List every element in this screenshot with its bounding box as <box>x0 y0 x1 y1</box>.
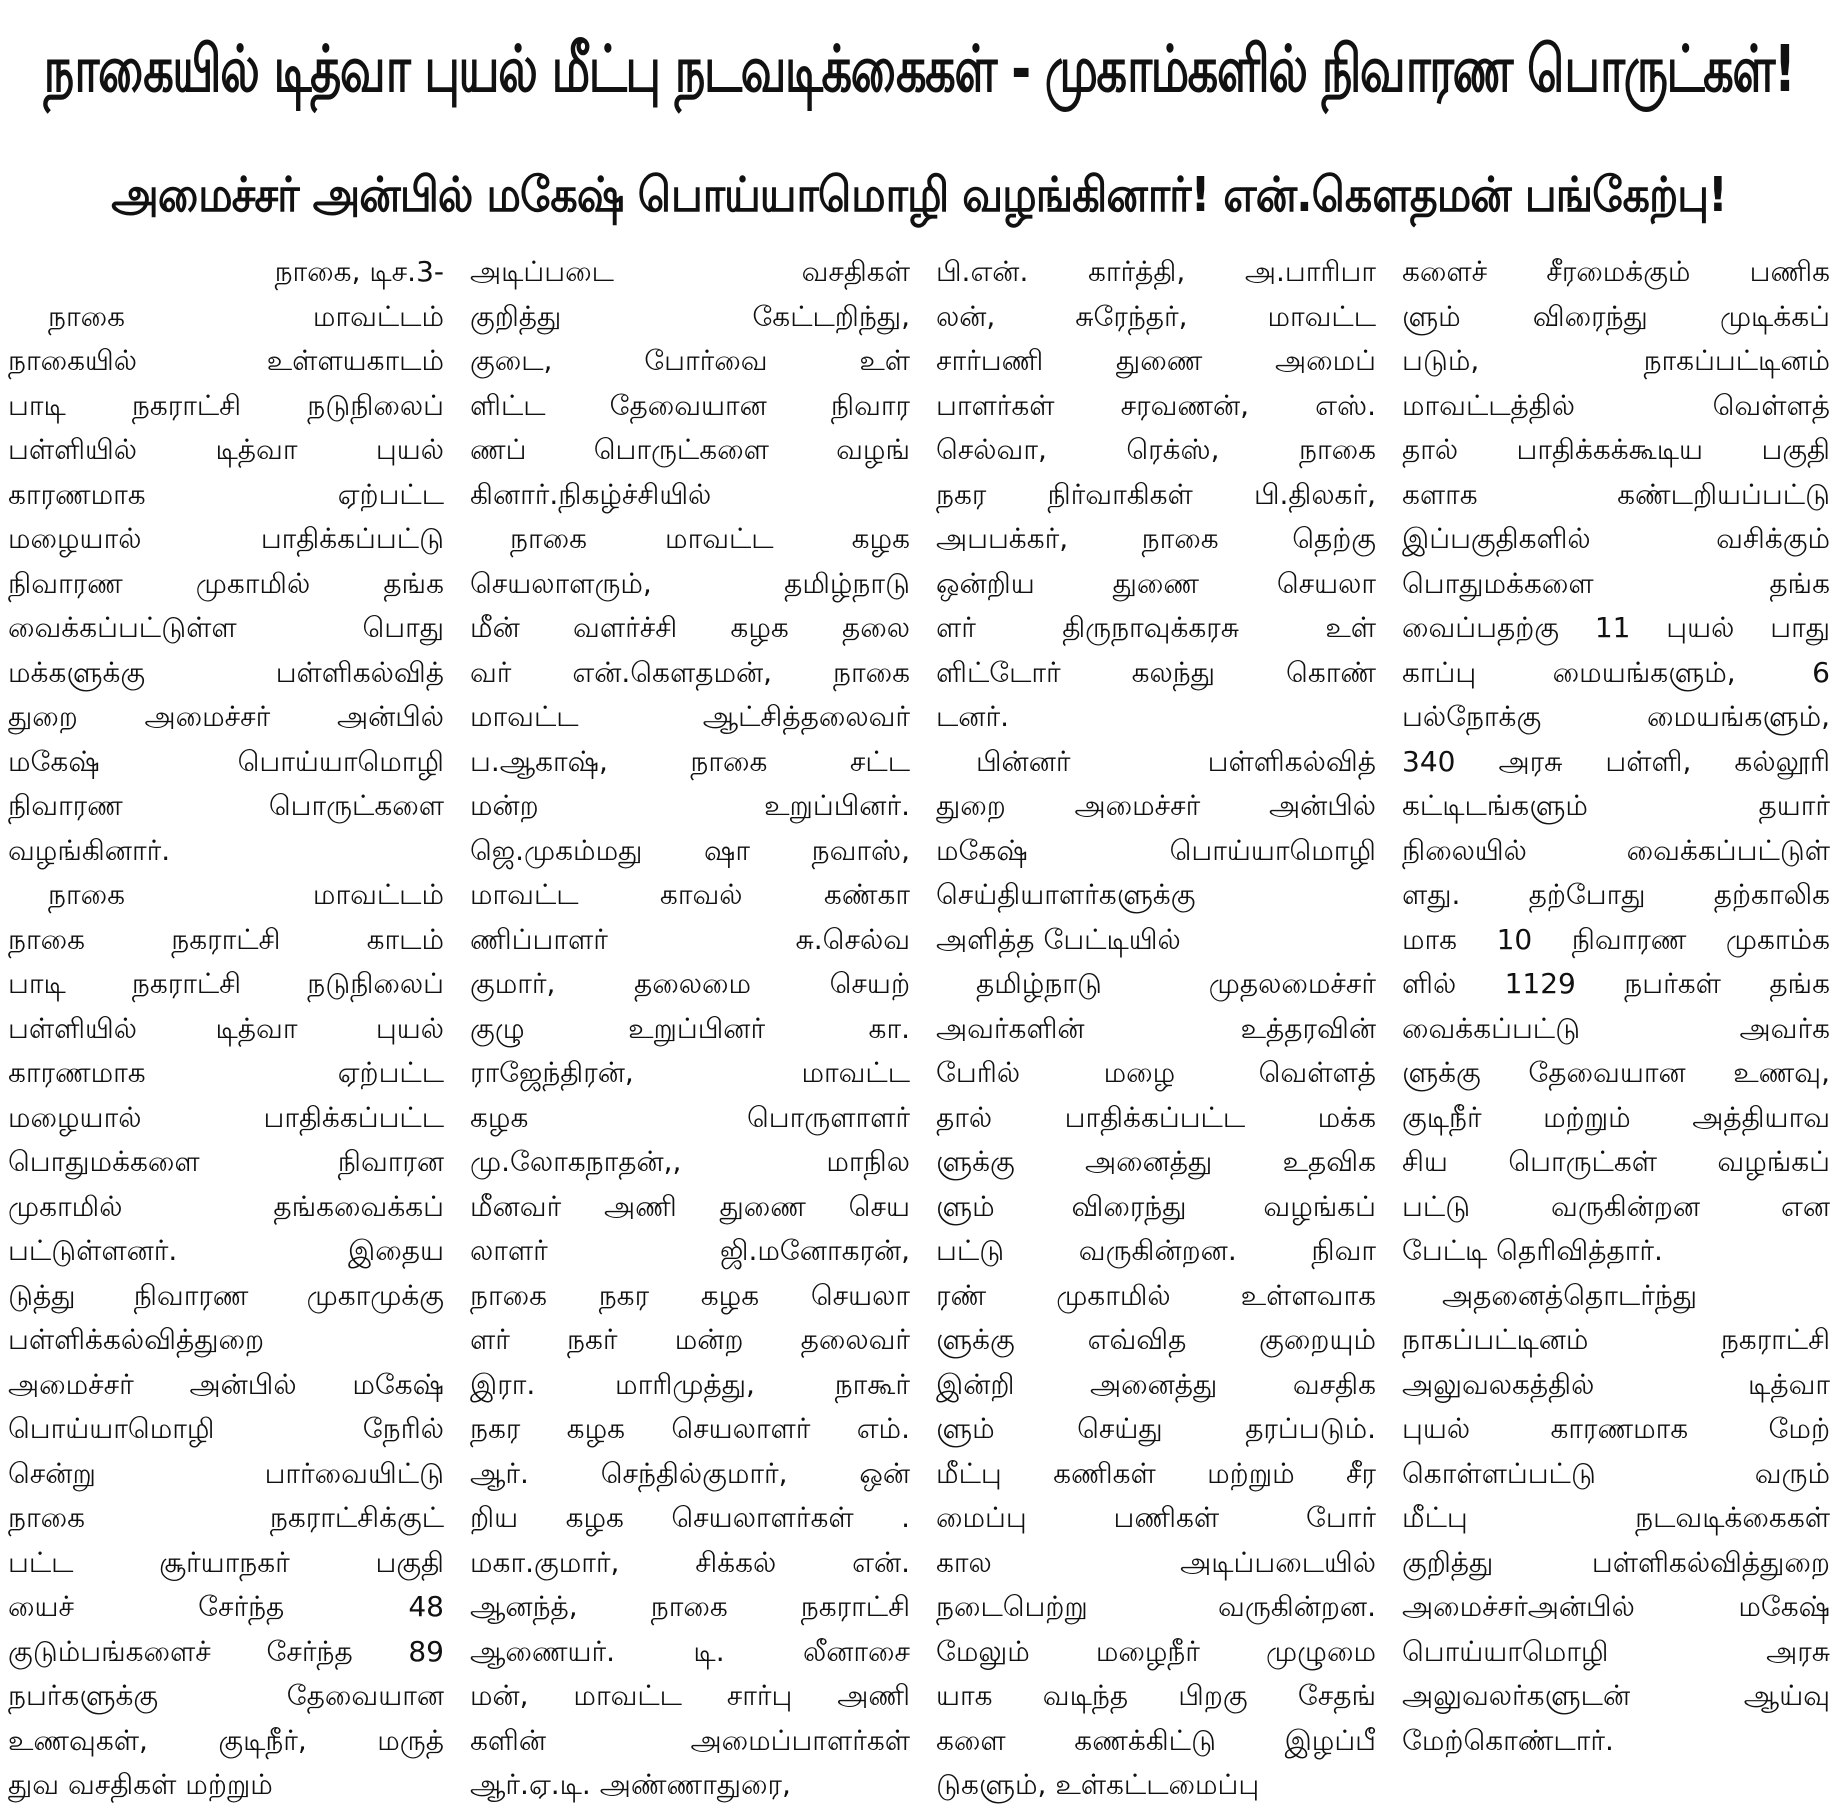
article-line: குழு உறுப்பினர் கா. <box>470 1011 910 1045</box>
article-line: ஒன்றிய துணை செயலா <box>936 566 1376 600</box>
article-line: பல்நோக்கு மையங்களும், <box>1402 700 1830 733</box>
headline: நாகையில் டித்வா புயல் மீட்பு நடவடிக்கைகள் - முகாம்களில் நிவாரண பொருட்கள்! <box>43 33 1795 107</box>
article-line: காப்பு மையங்களும், 6 <box>1402 655 1830 689</box>
article-line: டனர். <box>936 700 1009 733</box>
article-line: பாடி நகராட்சி நடுநிலைப் <box>8 967 444 1000</box>
article-line: இப்பகுதிகளில் வசிக்கும் <box>1402 522 1830 555</box>
article-line: நாகப்பட்டினம் நகராட்சி <box>1402 1323 1830 1356</box>
article-line: பொய்யாமொழி அரசு <box>1402 1634 1830 1668</box>
article-line: நிலையில் வைக்கப்பட்டுள் <box>1402 833 1830 867</box>
article-line: நகர நிர்வாகிகள் பி.திலகர், <box>936 477 1376 511</box>
article-line: இரா. மாரிமுத்து, நாகூர் <box>470 1367 910 1401</box>
article-line: நகர கழக செயலாளர் எம். <box>470 1412 910 1445</box>
article-line: குறித்து கேட்டறிந்து, <box>470 299 910 333</box>
article-line: 340 அரசு பள்ளி, கல்லூரி <box>1402 744 1830 778</box>
article-line: மழையால் பாதிக்கப்பட்ட <box>8 1100 444 1134</box>
article-line: ளும் விரைந்து முடிக்கப் <box>1402 299 1830 333</box>
article-line: ப.ஆகாஷ், நாகை சட்ட <box>470 744 910 778</box>
article-line: முகாமில் தங்கவைக்கப் <box>8 1189 444 1223</box>
article-line: றிய கழக செயலாளர்கள் . <box>470 1501 910 1534</box>
article-line: ணப் பொருட்களை வழங் <box>470 433 910 466</box>
article-line: ளும் விரைந்து வழங்கப் <box>936 1189 1376 1223</box>
article-line: களை கணக்கிட்டு இழப்பீ <box>936 1723 1376 1757</box>
article-line: நாகை நகராட்சிக்குட் <box>8 1501 444 1534</box>
article-line: வர் என்.கௌதமன், நாகை <box>470 655 910 689</box>
article-line: பட்ட சூர்யாநகர் பகுதி <box>8 1545 444 1579</box>
article-line: ளில் 1129 நபர்கள் தங்க <box>1402 967 1830 1000</box>
article-line: பேட்டி தெரிவித்தார். <box>1402 1234 1663 1267</box>
article-line: நிவாரண முகாமில் தங்க <box>8 566 444 600</box>
article-line: ளர் நகர் மன்ற தலைவர் <box>470 1323 910 1356</box>
article-line: உணவுகள், குடிநீர், மருத் <box>8 1723 444 1757</box>
article-line: கினார்.நிகழ்ச்சியில் <box>470 477 712 511</box>
article-line: பட்டு வருகின்றன என <box>1402 1189 1830 1223</box>
article-line: லாளர் ஜி.மனோகரன், <box>470 1234 910 1267</box>
article-line: பாடி நகராட்சி நடுநிலைப் <box>8 388 444 422</box>
article-line: யாக வடிந்த பிறகு சேதங் <box>936 1679 1376 1712</box>
subheadline: அமைச்சர் அன்பில் மகேஷ் பொய்யாமொழி வழங்கினார்! என்.கௌதமன் பங்கேற்பு! <box>111 167 1727 223</box>
article-line: மன்ற உறுப்பினர். <box>470 789 910 822</box>
article-line: நாகை நகர கழக செயலா <box>470 1278 910 1312</box>
article-line: மீட்பு கணிகள் மற்றும் சீர <box>936 1456 1376 1490</box>
article-column-4 <box>1402 250 1830 1756</box>
article-line: செல்வா, ரெக்ஸ், நாகை <box>936 433 1376 466</box>
article-line: படும், நாகப்பட்டினம் <box>1402 344 1830 377</box>
article-line: ளுக்கு தேவையான உணவு, <box>1402 1056 1830 1089</box>
article-line: மழையால் பாதிக்கப்பட்டு <box>8 522 444 555</box>
article-line: மீனவர் அணி துணை செய <box>470 1189 910 1223</box>
article-line: நபர்களுக்கு தேவையான <box>8 1679 444 1712</box>
article-line: மாவட்டத்தில் வெள்ளத் <box>1402 388 1830 422</box>
article-line: தால் பாதிக்கப்பட்ட மக்க <box>936 1100 1376 1134</box>
article-line: அலுவலகத்தில் டித்வா <box>1402 1367 1830 1401</box>
article-line: மக்களுக்கு பள்ளிகல்வித் <box>8 655 444 689</box>
article-line: டுகளும், உள்கட்டமைப்பு <box>936 1768 1260 1801</box>
article-line: அலுவலர்களுடன் ஆய்வு <box>1402 1679 1830 1712</box>
article-line: சிய பொருட்கள் வழங்கப் <box>1402 1145 1830 1178</box>
article-line: அதனைத்தொடர்ந்து <box>1442 1278 1698 1312</box>
article-line: நாகை, டிச.3- <box>274 255 444 288</box>
article-line: மன், மாவட்ட சார்பு அணி <box>470 1679 910 1712</box>
article-line: ளது. தற்போது தற்காலிக <box>1402 878 1830 911</box>
article-line: வைக்கப்பட்டுள்ள பொது <box>8 611 444 644</box>
article-line: களின் அமைப்பாளர்கள் <box>470 1723 910 1757</box>
article-line: ஆணையர். டி. லீனாசை <box>470 1634 910 1668</box>
article-line: மேலும் மழைநீர் முழுமை <box>936 1634 1376 1668</box>
article-line: ளுக்கு எவ்வித குறையும் <box>936 1323 1376 1356</box>
article-line: குமார், தலைமை செயற் <box>470 967 910 1000</box>
article-line: மகேஷ் பொய்யாமொழி <box>936 833 1376 867</box>
article-line: பி.என். கார்த்தி, அ.பாரிபா <box>936 255 1376 288</box>
article-line: வைக்கப்பட்டு அவர்க <box>1402 1011 1830 1045</box>
article-line: காரணமாக ஏற்பட்ட <box>8 1056 444 1089</box>
article-line: சார்பணி துணை அமைப் <box>936 344 1376 377</box>
article-line: பட்டு வருகின்றன. நிவா <box>936 1234 1376 1267</box>
article-line: வைப்பதற்கு 11 புயல் பாது <box>1402 611 1830 644</box>
article-line: மைப்பு பணிகள் போர் <box>936 1501 1376 1534</box>
article-line: பள்ளியில் டித்வா புயல் <box>8 433 444 466</box>
article-line: களைச் சீரமைக்கும் பணிக <box>1402 255 1830 288</box>
article-line: குடும்பங்களைச் சேர்ந்த 89 <box>8 1634 444 1668</box>
article-line: துறை அமைச்சர் அன்பில் <box>8 700 444 733</box>
article-line: குடை, போர்வை உள் <box>470 344 910 377</box>
article-line: கால அடிப்படையில் <box>936 1545 1376 1579</box>
article-line: ளுக்கு அனைத்து உதவிக <box>936 1145 1376 1178</box>
article-line: செயலாளரும், தமிழ்நாடு <box>470 566 910 600</box>
article-column-1 <box>8 250 444 1801</box>
article-line: இன்றி அனைத்து வசதிக <box>936 1367 1376 1401</box>
article-line: பொதுமக்களை நிவாரன <box>8 1145 444 1178</box>
article-column-3 <box>936 250 1376 1801</box>
article-line: மகேஷ் பொய்யாமொழி <box>8 744 444 778</box>
article-line: நாகை நகராட்சி காடம் <box>8 922 444 956</box>
article-line: டுத்து நிவாரண முகாமுக்கு <box>8 1278 444 1312</box>
article-line: ரண் முகாமில் உள்ளவாக <box>936 1278 1376 1312</box>
article-line: சென்று பார்வையிட்டு <box>8 1456 444 1490</box>
article-line: குடிநீர் மற்றும் அத்தியாவ <box>1402 1100 1830 1134</box>
article-line: ணிப்பாளர் சு.செல்வ <box>470 922 910 956</box>
article-line: மாக 10 நிவாரண முகாம்க <box>1402 922 1830 956</box>
article-line: மு.லோகநாதன்,, மாநில <box>470 1145 910 1178</box>
article-line: ளர் திருநாவுக்கரசு உள் <box>936 611 1376 644</box>
article-line: பள்ளியில் டித்வா புயல் <box>8 1011 444 1045</box>
article-line: அடிப்படை வசதிகள் <box>470 255 910 288</box>
article-line: பட்டுள்ளனர். இதைய <box>8 1234 444 1267</box>
article-column-2 <box>470 250 910 1801</box>
article-line: புயல் காரணமாக மேற் <box>1402 1412 1830 1445</box>
article-line: நாகை மாவட்ட கழக <box>510 522 910 555</box>
article-line: மேற்கொண்டார். <box>1402 1723 1614 1757</box>
article-line: குறித்து பள்ளிகல்வித்துறை <box>1402 1545 1830 1579</box>
article-line: அவர்களின் உத்தரவின் <box>936 1011 1376 1045</box>
article-line: ஆனந்த், நாகை நகராட்சி <box>470 1590 910 1623</box>
article-line: நாகை மாவட்டம் <box>48 299 444 333</box>
article-line: நடைபெற்று வருகின்றன. <box>936 1590 1376 1623</box>
article-line: ஆர். செந்தில்குமார், ஒன் <box>470 1456 910 1490</box>
article-line: பாளர்கள் சரவணன், எஸ். <box>936 388 1376 422</box>
article-line: அமைச்சர் அன்பில் மகேஷ் <box>8 1367 444 1401</box>
article-line: துவ வசதிகள் மற்றும் <box>8 1768 273 1801</box>
article-line: பொதுமக்களை தங்க <box>1402 566 1830 600</box>
article-line: மாவட்ட ஆட்சித்தலைவர் <box>470 700 910 733</box>
article-line: ஆர்.ஏ.டி. அண்ணாதுரை, <box>470 1768 791 1801</box>
article-line: ளிட்ட தேவையான நிவார <box>470 388 910 422</box>
article-body <box>8 250 1830 1801</box>
article-line: கொள்ளப்பட்டு வரும் <box>1402 1456 1830 1490</box>
article-line: நிவாரண பொருட்களை <box>8 789 444 822</box>
article-line: மகா.குமார், சிக்கல் என். <box>470 1545 910 1579</box>
article-line: பேரில் மழை வெள்ளத் <box>936 1056 1376 1089</box>
article-line: களாக கண்டறியப்பட்டு <box>1402 477 1830 511</box>
article-line: அளித்த பேட்டியில் <box>936 922 1181 956</box>
article-line: நாகை மாவட்டம் <box>48 878 444 911</box>
article-line: பின்னர் பள்ளிகல்வித் <box>976 744 1376 778</box>
article-line: தால் பாதிக்கக்கூடிய பகுதி <box>1402 433 1830 466</box>
article-line: மாவட்ட காவல் கண்கா <box>470 878 910 911</box>
article-line: நாகையில் உள்ளயகாடம் <box>8 344 444 377</box>
article-line: பள்ளிக்கல்வித்துறை <box>8 1323 265 1356</box>
article-line: துறை அமைச்சர் அன்பில் <box>936 789 1376 822</box>
article-line: அபபக்கர், நாகை தெற்கு <box>936 522 1376 555</box>
article-line: கழக பொருளாளர் <box>470 1100 910 1134</box>
article-line: ளும் செய்து தரப்படும். <box>936 1412 1376 1445</box>
article-line: மீட்பு நடவடிக்கைகள் <box>1402 1501 1830 1534</box>
article-line: வழங்கினார். <box>8 833 171 867</box>
article-line: லன், சுரேந்தர், மாவட்ட <box>936 299 1376 333</box>
article-line: ஜெ.முகம்மது ஷா நவாஸ், <box>470 833 910 867</box>
article-line: கட்டிடங்களும் தயார் <box>1402 789 1830 822</box>
article-line: ளிட்டோர் கலந்து கொண் <box>936 655 1376 689</box>
article-line: செய்தியாளர்களுக்கு <box>936 878 1196 911</box>
article-line: காரணமாக ஏற்பட்ட <box>8 477 444 511</box>
article-line: தமிழ்நாடு முதலமைச்சர் <box>976 967 1376 1000</box>
article-line: யைச் சேர்ந்த 48 <box>8 1590 444 1623</box>
article-line: அமைச்சர்அன்பில் மகேஷ் <box>1402 1590 1830 1623</box>
article-line: பொய்யாமொழி நேரில் <box>8 1412 444 1445</box>
article-line: மீன் வளர்ச்சி கழக தலை <box>470 611 910 644</box>
article-line: ராஜேந்திரன், மாவட்ட <box>470 1056 910 1089</box>
